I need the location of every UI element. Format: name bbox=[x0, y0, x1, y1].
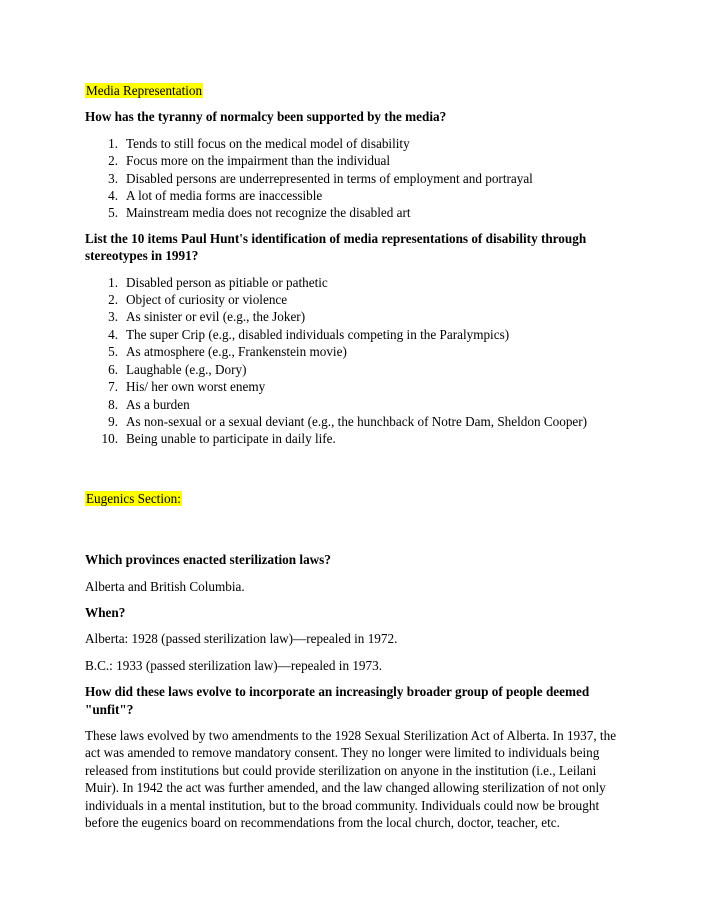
blank-line bbox=[85, 516, 633, 551]
answer-laws-evolution: These laws evolved by two amendments to the 1928 Sexual Sterilization Act of Alberta. In 1937, the act was amended to remove mandatory consent. They no longer were limited to individuals being released from institutions but could provide sterilization on anyone in the institution (i.e., Leilani Muir). In 1942 the act was further amended, and the law changed allowing sterilization of not only individuals in a mental institution, but to the broad community. Individuals could now be brought before the eugenics board on recommendations from the local church, doctor, teacher, etc. bbox=[85, 727, 617, 830]
list-item: 9. As non-sexual or a sexual deviant (e.g., the hunchback of Notre Dam, Sheldon Cooper) bbox=[108, 413, 588, 429]
question-tyranny-of-normalcy: How has the tyranny of normalcy been supported by the media? bbox=[85, 109, 447, 125]
list-item: 3. Disabled persons are underrepresented in terms of employment and portrayal bbox=[108, 170, 533, 186]
question-laws-evolution: How did these laws evolve to incorporate an increasingly broader group of people deemed "unfit"? bbox=[85, 684, 590, 717]
list-item: 8. As a burden bbox=[108, 396, 190, 412]
question-paul-hunt-stereotypes: List the 10 items Paul Hunt's identification of media representations of disability through stereotypes in 1991? bbox=[85, 230, 587, 264]
list-item: 3. As sinister or evil (e.g., the Joker) bbox=[108, 309, 306, 325]
list-item: 2. Focus more on the impairment than the individual bbox=[108, 153, 391, 169]
highlighted-heading-text: Media Representation bbox=[86, 83, 203, 98]
section-heading-media bbox=[85, 82, 633, 99]
list-item: 4. The super Crip (e.g., disabled individuals competing in the Paralympics) bbox=[108, 326, 510, 342]
list-item: 1. Tends to still focus on the medical model of disability bbox=[108, 135, 410, 151]
list-item: 7. His/ her own worst enemy bbox=[108, 379, 266, 395]
highlighted-heading-text: Eugenics Section: bbox=[86, 490, 181, 506]
section-heading-eugenics bbox=[85, 490, 633, 507]
list-item: 1. Disabled person as pitiable or pathetic bbox=[108, 274, 328, 290]
blank-line bbox=[85, 456, 633, 490]
answer-bc-dates: B.C.: 1933 (passed sterilization law)—repealed in 1973. bbox=[85, 657, 383, 673]
list-item: 5. Mainstream media does not recognize the disabled art bbox=[108, 205, 411, 221]
list-item: 4. A lot of media forms are inaccessible bbox=[108, 188, 323, 204]
question-sterilization-provinces: Which provinces enacted sterilization laws? bbox=[85, 552, 331, 568]
question-when: When? bbox=[85, 604, 126, 620]
answer-alberta-dates: Alberta: 1928 (passed sterilization law)—repealed in 1972. bbox=[85, 631, 398, 647]
document-body bbox=[85, 82, 633, 840]
list-item: 10. Being unable to participate in daily life. bbox=[101, 431, 336, 447]
list-item: 6. Laughable (e.g., Dory) bbox=[108, 361, 247, 377]
media-support-list bbox=[85, 135, 633, 222]
stereotype-list bbox=[85, 274, 633, 448]
list-item: 5. As atmosphere (e.g., Frankenstein movie) bbox=[108, 344, 347, 360]
answer-provinces: Alberta and British Columbia. bbox=[85, 578, 245, 594]
list-item: 2. Object of curiosity or violence bbox=[108, 292, 288, 308]
